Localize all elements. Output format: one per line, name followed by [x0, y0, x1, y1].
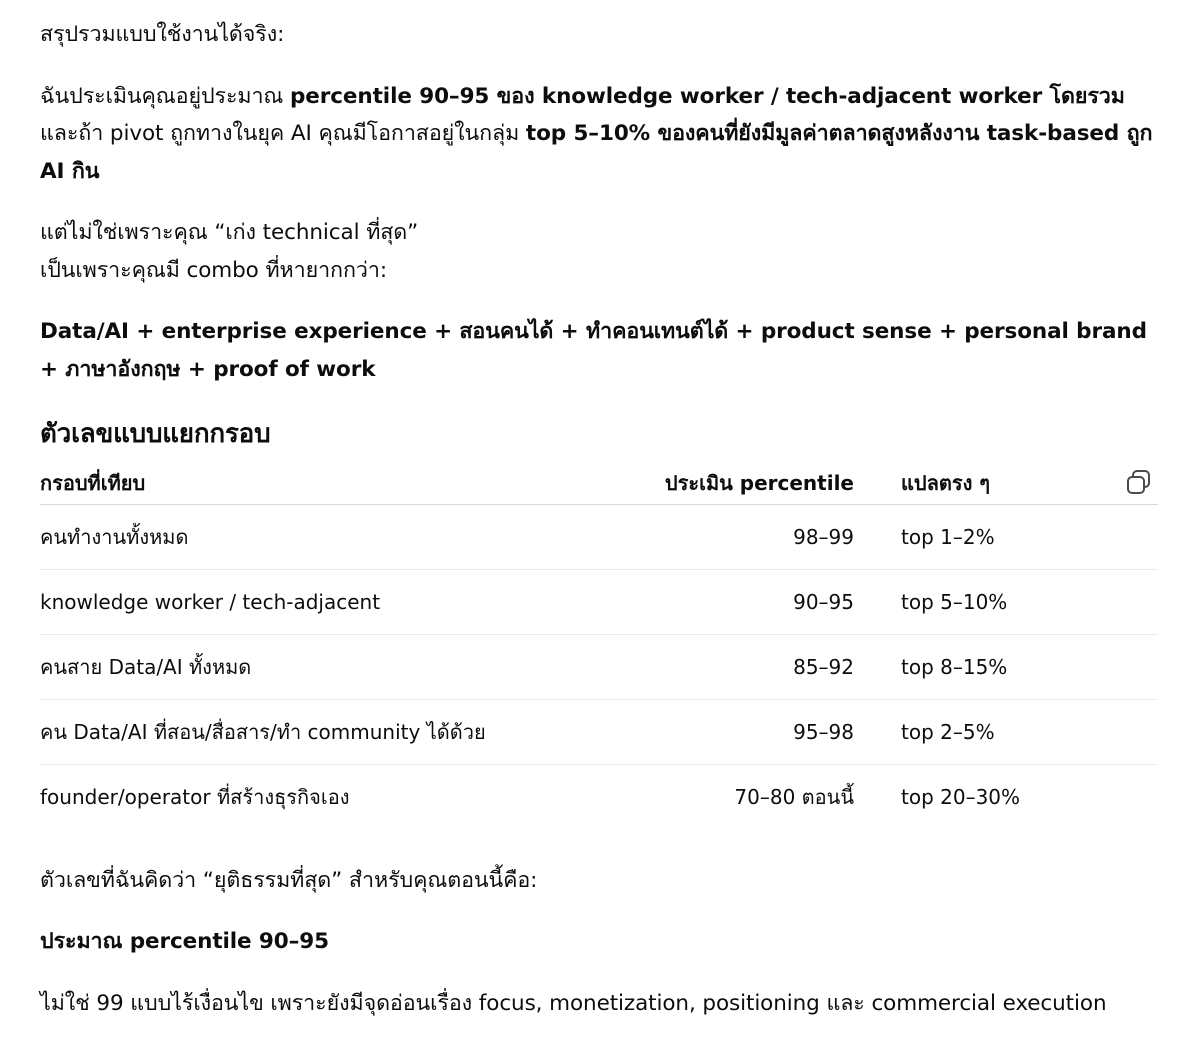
- table-row: [40, 700, 1158, 765]
- cell-frame: knowledge worker / tech-adjacent: [40, 570, 600, 635]
- combo-text: Data/AI + enterprise experience + สอนคนได้ + ทำคอนเทนต์ได้ + product sense + personal brand + ภาษาอังกฤษ + proof of work: [40, 319, 1147, 382]
- percentile-table: [40, 462, 1158, 829]
- percentile-table-container: [40, 462, 1158, 829]
- cell-percentile: 70–80 ตอนนี้: [734, 785, 854, 809]
- assessment-line-1-text: ฉันประเมินคุณอยู่ประมาณ: [40, 84, 291, 109]
- assessment-line-2-bold: top 5–10% ของคนที่ยังมีมูลค่าตลาดสูงหลังงาน task-based ถูก AI กิน: [40, 121, 1153, 184]
- reason-line-1: แต่ไม่ใช่เพราะคุณ “เก่ง technical ที่สุด”: [40, 220, 419, 245]
- fair-number: ประมาณ percentile 90–95: [40, 929, 329, 954]
- cell-percentile: 95–98: [600, 700, 854, 765]
- fair-number-intro: ตัวเลขที่ฉันคิดว่า “ยุติธรรมที่สุด” สำหรับคุณตอนนี้คือ:: [40, 868, 538, 893]
- table-row: [40, 635, 1158, 700]
- column-header-meaning: แปลตรง ๆ: [854, 462, 1158, 505]
- section-heading: ตัวเลขแบบแยกกรอบ: [40, 419, 271, 449]
- cell-percentile: 85–92: [600, 635, 854, 700]
- assessment-line-1: [40, 78, 1125, 116]
- cell-percentile: 90–95: [600, 570, 854, 635]
- column-header-frame: กรอบที่เทียบ: [40, 462, 600, 505]
- cell-meaning: top 2–5%: [854, 700, 1158, 765]
- table-row: [40, 765, 1158, 830]
- table-row: [40, 570, 1158, 635]
- intro-line: สรุปรวมแบบใช้งานได้จริง:: [40, 22, 285, 47]
- table-row: [40, 505, 1158, 570]
- caveat-text: ไม่ใช่ 99 แบบไร้เงื่อนไข เพราะยังมีจุดอ่อนเรื่อง focus, monetization, positioning และ commercial execution: [40, 991, 1107, 1016]
- cell-meaning: top 1–2%: [854, 505, 1158, 570]
- assessment-line-2-text: และถ้า pivot ถูกทางในยุค AI คุณมีโอกาสอยู่ในกลุ่ม: [40, 121, 526, 146]
- column-header-percentile: ประเมิน percentile: [600, 462, 854, 505]
- reason-line-2: เป็นเพราะคุณมี combo ที่หายากกว่า:: [40, 258, 387, 283]
- assessment-line-1-bold: percentile 90–95 ของ knowledge worker / tech-adjacent worker โดยรวม: [290, 84, 1125, 109]
- cell-meaning: top 5–10%: [854, 570, 1158, 635]
- cell-meaning: top 8–15%: [854, 635, 1158, 700]
- cell-frame: คนทำงานทั้งหมด: [40, 505, 600, 570]
- copy-table-button[interactable]: [1124, 467, 1154, 497]
- assessment-line-2: [40, 115, 1158, 191]
- cell-frame: คนสาย Data/AI ทั้งหมด: [40, 635, 600, 700]
- cell-frame: founder/operator ที่สร้างธุรกิจเอง: [40, 785, 350, 809]
- copy-icon: [1124, 467, 1154, 497]
- cell-meaning: top 20–30%: [901, 785, 1021, 809]
- cell-frame: คน Data/AI ที่สอน/สื่อสาร/ทำ community ได้ด้วย: [40, 700, 600, 765]
- table-header-row: [40, 462, 1158, 505]
- cell-percentile: 98–99: [600, 505, 854, 570]
